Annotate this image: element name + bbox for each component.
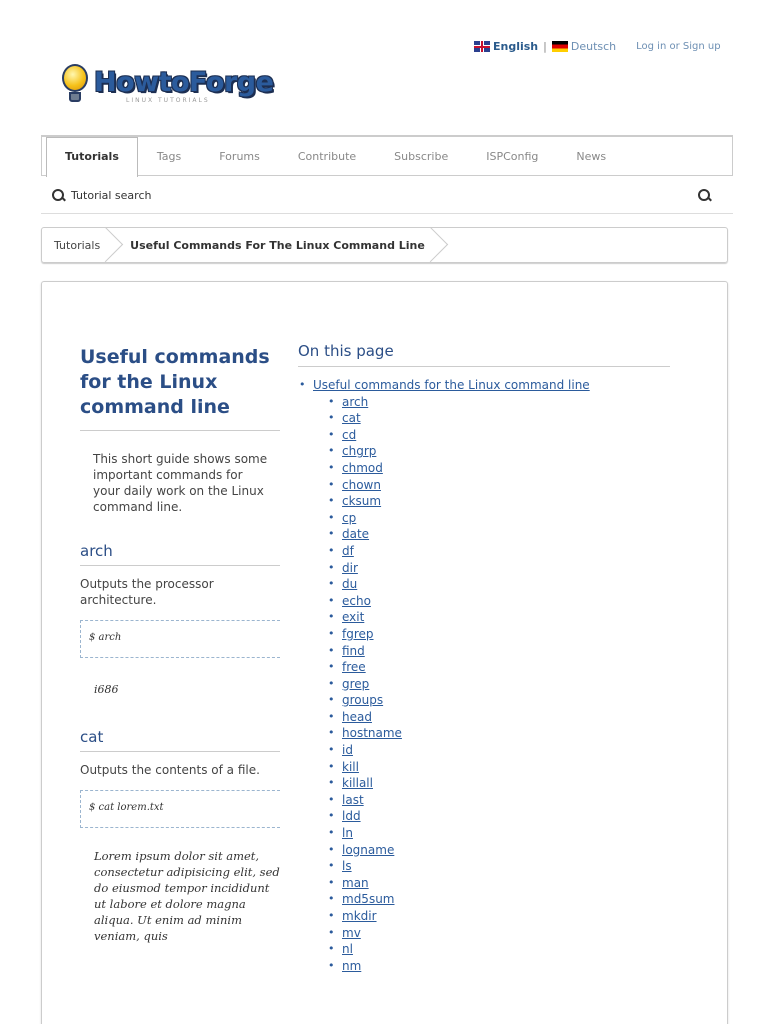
toc-link-ls[interactable]: ls bbox=[342, 859, 352, 874]
toc-item bbox=[342, 759, 670, 776]
toc-item bbox=[342, 941, 670, 958]
toc-link-top[interactable]: Useful commands for the Linux command line bbox=[313, 378, 590, 392]
toc-item bbox=[342, 925, 670, 942]
toc-link-grep[interactable]: grep bbox=[342, 676, 370, 691]
toc-link-free[interactable]: free bbox=[342, 660, 366, 675]
site-logo[interactable] bbox=[60, 62, 273, 102]
toc-link-killall[interactable]: killall bbox=[342, 776, 373, 791]
section-heading-arch: arch bbox=[80, 542, 280, 566]
toc-link-echo[interactable]: echo bbox=[342, 593, 371, 608]
toc-item bbox=[342, 891, 670, 908]
toc-item bbox=[342, 443, 670, 460]
tutorial-search-bar[interactable] bbox=[41, 178, 733, 214]
code-block-cat: $ cat lorem.txt bbox=[80, 790, 280, 828]
toc-list bbox=[298, 394, 670, 975]
nav-tab-forums[interactable]: Forums bbox=[219, 149, 260, 163]
article-intro: This short guide shows some important commands for your daily work on the Linux command line. bbox=[93, 452, 268, 514]
section-desc-cat: Outputs the contents of a file. bbox=[80, 763, 260, 777]
toc-item bbox=[342, 958, 670, 975]
toc-link-arch[interactable]: arch bbox=[342, 394, 369, 409]
toc-link-date[interactable]: date bbox=[342, 527, 370, 542]
page-title: Useful commands for the Linux command line bbox=[80, 346, 270, 418]
toc-link-nm[interactable]: nm bbox=[342, 958, 362, 973]
search-label[interactable]: Tutorial search bbox=[71, 189, 152, 202]
uk-flag-icon bbox=[474, 41, 490, 52]
logo-subtitle: LINUX TUTORIALS bbox=[126, 97, 210, 104]
toc-link-df[interactable]: df bbox=[342, 543, 354, 558]
toc-item bbox=[342, 609, 670, 626]
toc-item bbox=[342, 543, 670, 560]
breadcrumb-current: Useful Commands For The Linux Command Line bbox=[116, 228, 441, 262]
toc-link-nl[interactable]: nl bbox=[342, 942, 353, 957]
nav-tab-ispconfig[interactable]: ISPConfig bbox=[486, 149, 539, 163]
toc-item bbox=[342, 676, 670, 693]
search-submit-icon[interactable] bbox=[698, 189, 712, 203]
toc-item bbox=[342, 493, 670, 510]
nav-tab-tags[interactable]: Tags bbox=[156, 149, 182, 163]
language-separator: | bbox=[543, 40, 547, 53]
toc-item bbox=[342, 526, 670, 543]
toc-link-du[interactable]: du bbox=[342, 577, 358, 592]
toc-item bbox=[342, 576, 670, 593]
german-flag-icon bbox=[552, 41, 568, 52]
toc-item bbox=[342, 593, 670, 610]
toc-item bbox=[342, 875, 670, 892]
language-english-link[interactable]: English bbox=[493, 40, 539, 53]
toc-item bbox=[342, 742, 670, 759]
toc-item bbox=[342, 792, 670, 809]
toc-link-ln[interactable]: ln bbox=[342, 826, 353, 841]
toc-link-cd[interactable]: cd bbox=[342, 427, 357, 442]
toc-link-chown[interactable]: chown bbox=[342, 477, 381, 492]
toc-link-cat[interactable]: cat bbox=[342, 411, 361, 426]
toc-link-id[interactable]: id bbox=[342, 743, 353, 758]
toc-item bbox=[342, 858, 670, 875]
toc-item bbox=[342, 626, 670, 643]
nav-tab-tutorials[interactable]: Tutorials bbox=[46, 137, 138, 177]
toc-item bbox=[342, 775, 670, 792]
toc-link-exit[interactable]: exit bbox=[342, 610, 365, 625]
code-block-arch: $ arch bbox=[80, 620, 280, 658]
toc-link-md5sum[interactable]: md5sum bbox=[342, 892, 395, 907]
toc-link-chgrp[interactable]: chgrp bbox=[342, 444, 377, 459]
search-icon bbox=[52, 189, 66, 203]
toc-item bbox=[342, 427, 670, 444]
table-of-contents bbox=[298, 342, 670, 974]
toc-item bbox=[342, 510, 670, 527]
toc-link-last[interactable]: last bbox=[342, 792, 364, 807]
toc-link-mv[interactable]: mv bbox=[342, 925, 361, 940]
toc-item bbox=[342, 842, 670, 859]
toc-item bbox=[342, 659, 670, 676]
toc-item bbox=[342, 692, 670, 709]
toc-link-groups[interactable]: groups bbox=[342, 693, 384, 708]
toc-link-logname[interactable]: logname bbox=[342, 842, 395, 857]
nav-tab-news[interactable]: News bbox=[576, 149, 607, 163]
toc-item bbox=[342, 908, 670, 925]
section-heading-cat: cat bbox=[80, 728, 280, 752]
nav-tab-subscribe[interactable]: Subscribe bbox=[394, 149, 449, 163]
toc-link-find[interactable]: find bbox=[342, 643, 365, 658]
toc-item bbox=[342, 410, 670, 427]
toc-link-head[interactable]: head bbox=[342, 709, 372, 724]
language-deutsch-link[interactable]: Deutsch bbox=[570, 40, 617, 53]
toc-heading: On this page bbox=[298, 342, 670, 367]
nav-tab-contribute[interactable]: Contribute bbox=[297, 149, 357, 163]
language-bar bbox=[474, 40, 721, 53]
toc-link-chmod[interactable]: chmod bbox=[342, 460, 383, 475]
breadcrumb-tutorials[interactable]: Tutorials bbox=[42, 228, 116, 262]
toc-link-mkdir[interactable]: mkdir bbox=[342, 909, 377, 923]
toc-link-ldd[interactable]: ldd bbox=[342, 809, 361, 824]
article-card bbox=[41, 281, 728, 1024]
output-cat: Lorem ipsum dolor sit amet, consectetur adipisicing elit, sed do eiusmod tempor incididunt ut labore et dolore magna aliqua. Ut enim ad minim veniam, quis bbox=[94, 849, 280, 943]
section-desc-arch: Outputs the processor architecture. bbox=[80, 577, 214, 607]
lightbulb-icon bbox=[60, 62, 90, 102]
toc-link-dir[interactable]: dir bbox=[342, 560, 358, 575]
toc-item bbox=[342, 560, 670, 577]
toc-link-cksum[interactable]: cksum bbox=[342, 494, 382, 509]
toc-item bbox=[342, 394, 670, 411]
output-arch: i686 bbox=[94, 683, 119, 696]
toc-item bbox=[342, 477, 670, 494]
toc-link-cp[interactable]: cp bbox=[342, 510, 357, 525]
toc-item bbox=[342, 643, 670, 660]
main-nav bbox=[41, 135, 733, 176]
login-signup-link[interactable]: Log in or Sign up bbox=[636, 41, 721, 52]
article-body bbox=[80, 345, 280, 944]
breadcrumb bbox=[41, 227, 728, 263]
toc-item bbox=[342, 725, 670, 742]
toc-item bbox=[342, 709, 670, 726]
toc-link-hostname[interactable]: hostname bbox=[342, 726, 402, 741]
toc-link-kill[interactable]: kill bbox=[342, 759, 359, 774]
toc-link-man[interactable]: man bbox=[342, 875, 369, 890]
toc-item bbox=[342, 808, 670, 825]
logo-text: HowtoForge bbox=[94, 66, 274, 98]
toc-item bbox=[342, 825, 670, 842]
toc-link-fgrep[interactable]: fgrep bbox=[342, 626, 374, 641]
toc-item bbox=[342, 460, 670, 477]
